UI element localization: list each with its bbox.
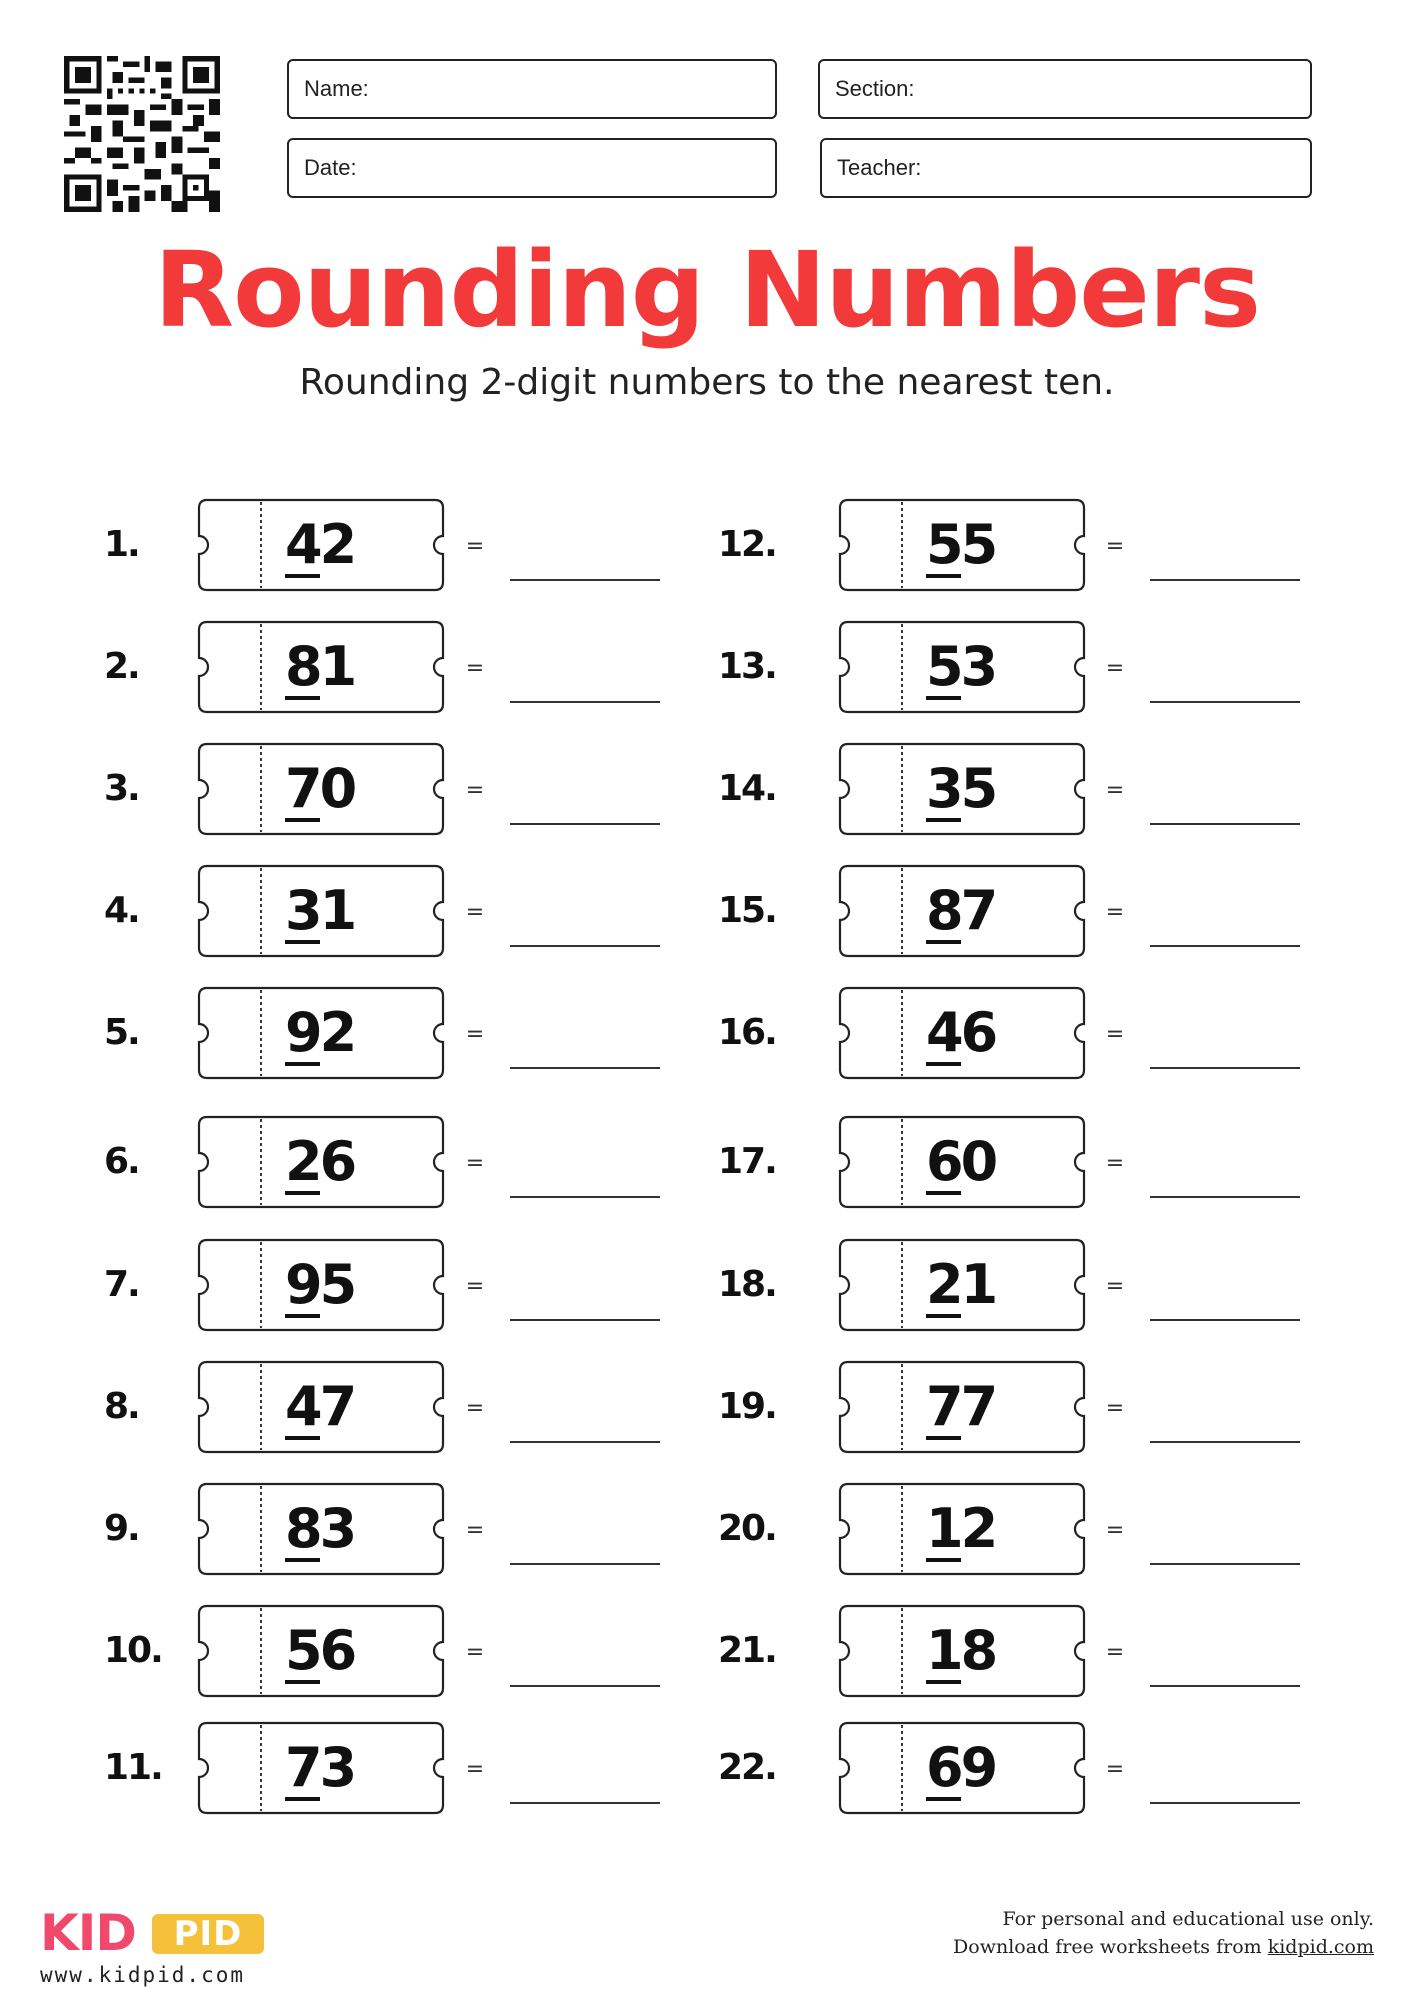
tens-digit: 5: [926, 513, 961, 576]
tens-digit: 8: [285, 1497, 320, 1560]
tens-digit: 3: [926, 757, 961, 820]
ticket-number: [908, 1604, 1046, 1698]
answer-blank[interactable]: [1150, 1685, 1300, 1687]
ones-digit: 1: [960, 1253, 996, 1316]
problem-number: 11.: [104, 1747, 162, 1788]
tens-digit: 4: [285, 1375, 320, 1438]
number-ticket: [197, 1604, 447, 1698]
logo-kid-text: KID: [40, 1904, 136, 1962]
equals-sign: =: [465, 1640, 485, 1665]
problem-number: 6.: [104, 1141, 139, 1182]
number-ticket: [838, 986, 1088, 1080]
footer-note-line1: For personal and educational use only.: [1002, 1908, 1374, 1930]
ones-digit: 2: [960, 1497, 996, 1560]
equals-sign: =: [465, 534, 485, 559]
equals-sign: =: [1105, 1518, 1125, 1543]
number-ticket: [197, 1482, 447, 1576]
ticket-number: [267, 1482, 405, 1576]
problem-number: 9.: [104, 1508, 139, 1549]
number-ticket: [197, 620, 447, 714]
ones-digit: 1: [319, 879, 355, 942]
problem-number: 22.: [718, 1747, 776, 1788]
tens-digit: 5: [285, 1619, 320, 1682]
equals-sign: =: [1105, 656, 1125, 681]
page-subtitle: Rounding 2-digit numbers to the nearest ten.: [299, 362, 1115, 403]
ones-digit: 6: [319, 1619, 355, 1682]
number-ticket: [838, 1721, 1088, 1815]
answer-blank[interactable]: [510, 1802, 660, 1804]
ticket-number: [908, 1360, 1046, 1454]
equals-sign: =: [465, 1151, 485, 1176]
problem-number: 4.: [104, 890, 139, 931]
number-ticket: [838, 498, 1088, 592]
tens-digit: 7: [926, 1375, 961, 1438]
section-field[interactable]: [818, 59, 1312, 119]
tens-digit: 9: [285, 1001, 320, 1064]
problem-number: 17.: [718, 1141, 776, 1182]
footer-note-line2: [774, 1934, 1374, 1960]
equals-sign: =: [465, 1396, 485, 1421]
ones-digit: 7: [960, 1375, 996, 1438]
logo-url: www.kidpid.com: [40, 1963, 246, 1987]
problem-number: 2.: [104, 646, 139, 687]
problem-number: 1.: [104, 524, 139, 565]
ones-digit: 6: [319, 1130, 355, 1193]
ticket-number: [267, 986, 405, 1080]
ones-digit: 7: [960, 879, 996, 942]
logo-pid-text: PID: [152, 1914, 264, 1954]
equals-sign: =: [1105, 1757, 1125, 1782]
answer-blank[interactable]: [510, 579, 660, 581]
number-ticket: [838, 742, 1088, 836]
section-field-label: Section:: [835, 76, 915, 101]
answer-blank[interactable]: [510, 1067, 660, 1069]
ones-digit: 7: [319, 1375, 355, 1438]
answer-blank[interactable]: [1150, 1441, 1300, 1443]
equals-sign: =: [1105, 778, 1125, 803]
date-field[interactable]: [287, 138, 777, 198]
problem-number: 14.: [718, 768, 776, 809]
ticket-number: [908, 498, 1046, 592]
tens-digit: 5: [926, 635, 961, 698]
tens-digit: 3: [285, 879, 320, 942]
ones-digit: 8: [960, 1619, 996, 1682]
ones-digit: 3: [319, 1497, 355, 1560]
equals-sign: =: [1105, 1151, 1125, 1176]
answer-blank[interactable]: [1150, 701, 1300, 703]
answer-blank[interactable]: [1150, 1802, 1300, 1804]
ones-digit: 6: [960, 1001, 996, 1064]
number-ticket: [838, 1482, 1088, 1576]
answer-blank[interactable]: [510, 823, 660, 825]
problem-number: 20.: [718, 1508, 776, 1549]
problem-number: 12.: [718, 524, 776, 565]
tens-digit: 8: [926, 879, 961, 942]
number-ticket: [838, 620, 1088, 714]
ones-digit: 0: [319, 757, 355, 820]
ones-digit: 1: [319, 635, 355, 698]
problem-number: 16.: [718, 1012, 776, 1053]
number-ticket: [197, 1721, 447, 1815]
problem-number: 21.: [718, 1630, 776, 1671]
answer-blank[interactable]: [1150, 1319, 1300, 1321]
date-field-label: Date:: [304, 155, 357, 180]
tens-digit: 2: [926, 1253, 961, 1316]
number-ticket: [838, 1360, 1088, 1454]
ticket-number: [908, 986, 1046, 1080]
ones-digit: 0: [960, 1130, 996, 1193]
tens-digit: 8: [285, 635, 320, 698]
answer-blank[interactable]: [1150, 579, 1300, 581]
ticket-number: [267, 498, 405, 592]
equals-sign: =: [465, 1518, 485, 1543]
problem-number: 15.: [718, 890, 776, 931]
ticket-number: [908, 1238, 1046, 1332]
tens-digit: 7: [285, 757, 320, 820]
ticket-number: [267, 864, 405, 958]
equals-sign: =: [1105, 900, 1125, 925]
ones-digit: 9: [960, 1736, 996, 1799]
ticket-number: [908, 864, 1046, 958]
tens-digit: 6: [926, 1736, 961, 1799]
qr-code-icon: [64, 56, 220, 212]
answer-blank[interactable]: [1150, 1067, 1300, 1069]
ticket-number: [908, 1721, 1046, 1815]
tens-digit: 9: [285, 1253, 320, 1316]
problem-number: 19.: [718, 1386, 776, 1427]
problem-number: 8.: [104, 1386, 139, 1427]
ticket-number: [267, 620, 405, 714]
ones-digit: 3: [319, 1736, 355, 1799]
number-ticket: [838, 1238, 1088, 1332]
problem-number: 3.: [104, 768, 139, 809]
number-ticket: [838, 1604, 1088, 1698]
ticket-number: [267, 1238, 405, 1332]
equals-sign: =: [1105, 1396, 1125, 1421]
equals-sign: =: [1105, 1640, 1125, 1665]
equals-sign: =: [465, 1022, 485, 1047]
answer-blank[interactable]: [510, 945, 660, 947]
ones-digit: 5: [960, 513, 996, 576]
ones-digit: 2: [319, 1001, 355, 1064]
teacher-field-label: Teacher:: [837, 155, 922, 180]
answer-blank[interactable]: [510, 1196, 660, 1198]
ticket-number: [267, 1721, 405, 1815]
footer-link[interactable]: kidpid.com: [1267, 1936, 1374, 1958]
answer-blank[interactable]: [510, 1441, 660, 1443]
number-ticket: [197, 1360, 447, 1454]
ticket-number: [267, 1604, 405, 1698]
answer-blank[interactable]: [510, 1319, 660, 1321]
page-title: Rounding Numbers: [153, 229, 1260, 351]
number-ticket: [197, 864, 447, 958]
equals-sign: =: [1105, 1022, 1125, 1047]
tens-digit: 6: [926, 1130, 961, 1193]
ticket-number: [267, 742, 405, 836]
ticket-number: [908, 1115, 1046, 1209]
number-ticket: [197, 986, 447, 1080]
equals-sign: =: [465, 656, 485, 681]
equals-sign: =: [1105, 1274, 1125, 1299]
ticket-number: [908, 742, 1046, 836]
tens-digit: 2: [285, 1130, 320, 1193]
answer-blank[interactable]: [510, 701, 660, 703]
tens-digit: 4: [926, 1001, 961, 1064]
number-ticket: [838, 864, 1088, 958]
answer-blank[interactable]: [510, 1685, 660, 1687]
number-ticket: [197, 742, 447, 836]
tens-digit: 4: [285, 513, 320, 576]
ones-digit: 2: [319, 513, 355, 576]
ones-digit: 5: [319, 1253, 355, 1316]
ones-digit: 3: [960, 635, 996, 698]
ticket-number: [267, 1115, 405, 1209]
equals-sign: =: [465, 1757, 485, 1782]
answer-blank[interactable]: [510, 1563, 660, 1565]
answer-blank[interactable]: [1150, 823, 1300, 825]
number-ticket: [838, 1115, 1088, 1209]
equals-sign: =: [465, 1274, 485, 1299]
answer-blank[interactable]: [1150, 945, 1300, 947]
number-ticket: [197, 1115, 447, 1209]
ticket-number: [908, 1482, 1046, 1576]
equals-sign: =: [1105, 534, 1125, 559]
ticket-number: [267, 1360, 405, 1454]
problem-number: 10.: [104, 1630, 162, 1671]
ticket-number: [908, 620, 1046, 714]
number-ticket: [197, 1238, 447, 1332]
name-field[interactable]: [287, 59, 777, 119]
answer-blank[interactable]: [1150, 1196, 1300, 1198]
problem-number: 7.: [104, 1264, 139, 1305]
footer-note-prefix: Download free worksheets from: [953, 1936, 1268, 1958]
number-ticket: [197, 498, 447, 592]
answer-blank[interactable]: [1150, 1563, 1300, 1565]
teacher-field[interactable]: [820, 138, 1312, 198]
name-field-label: Name:: [304, 76, 369, 101]
ones-digit: 5: [960, 757, 996, 820]
equals-sign: =: [465, 900, 485, 925]
equals-sign: =: [465, 778, 485, 803]
problem-number: 13.: [718, 646, 776, 687]
tens-digit: 1: [926, 1497, 961, 1560]
problem-number: 18.: [718, 1264, 776, 1305]
tens-digit: 1: [926, 1619, 961, 1682]
problem-number: 5.: [104, 1012, 139, 1053]
tens-digit: 7: [285, 1736, 320, 1799]
